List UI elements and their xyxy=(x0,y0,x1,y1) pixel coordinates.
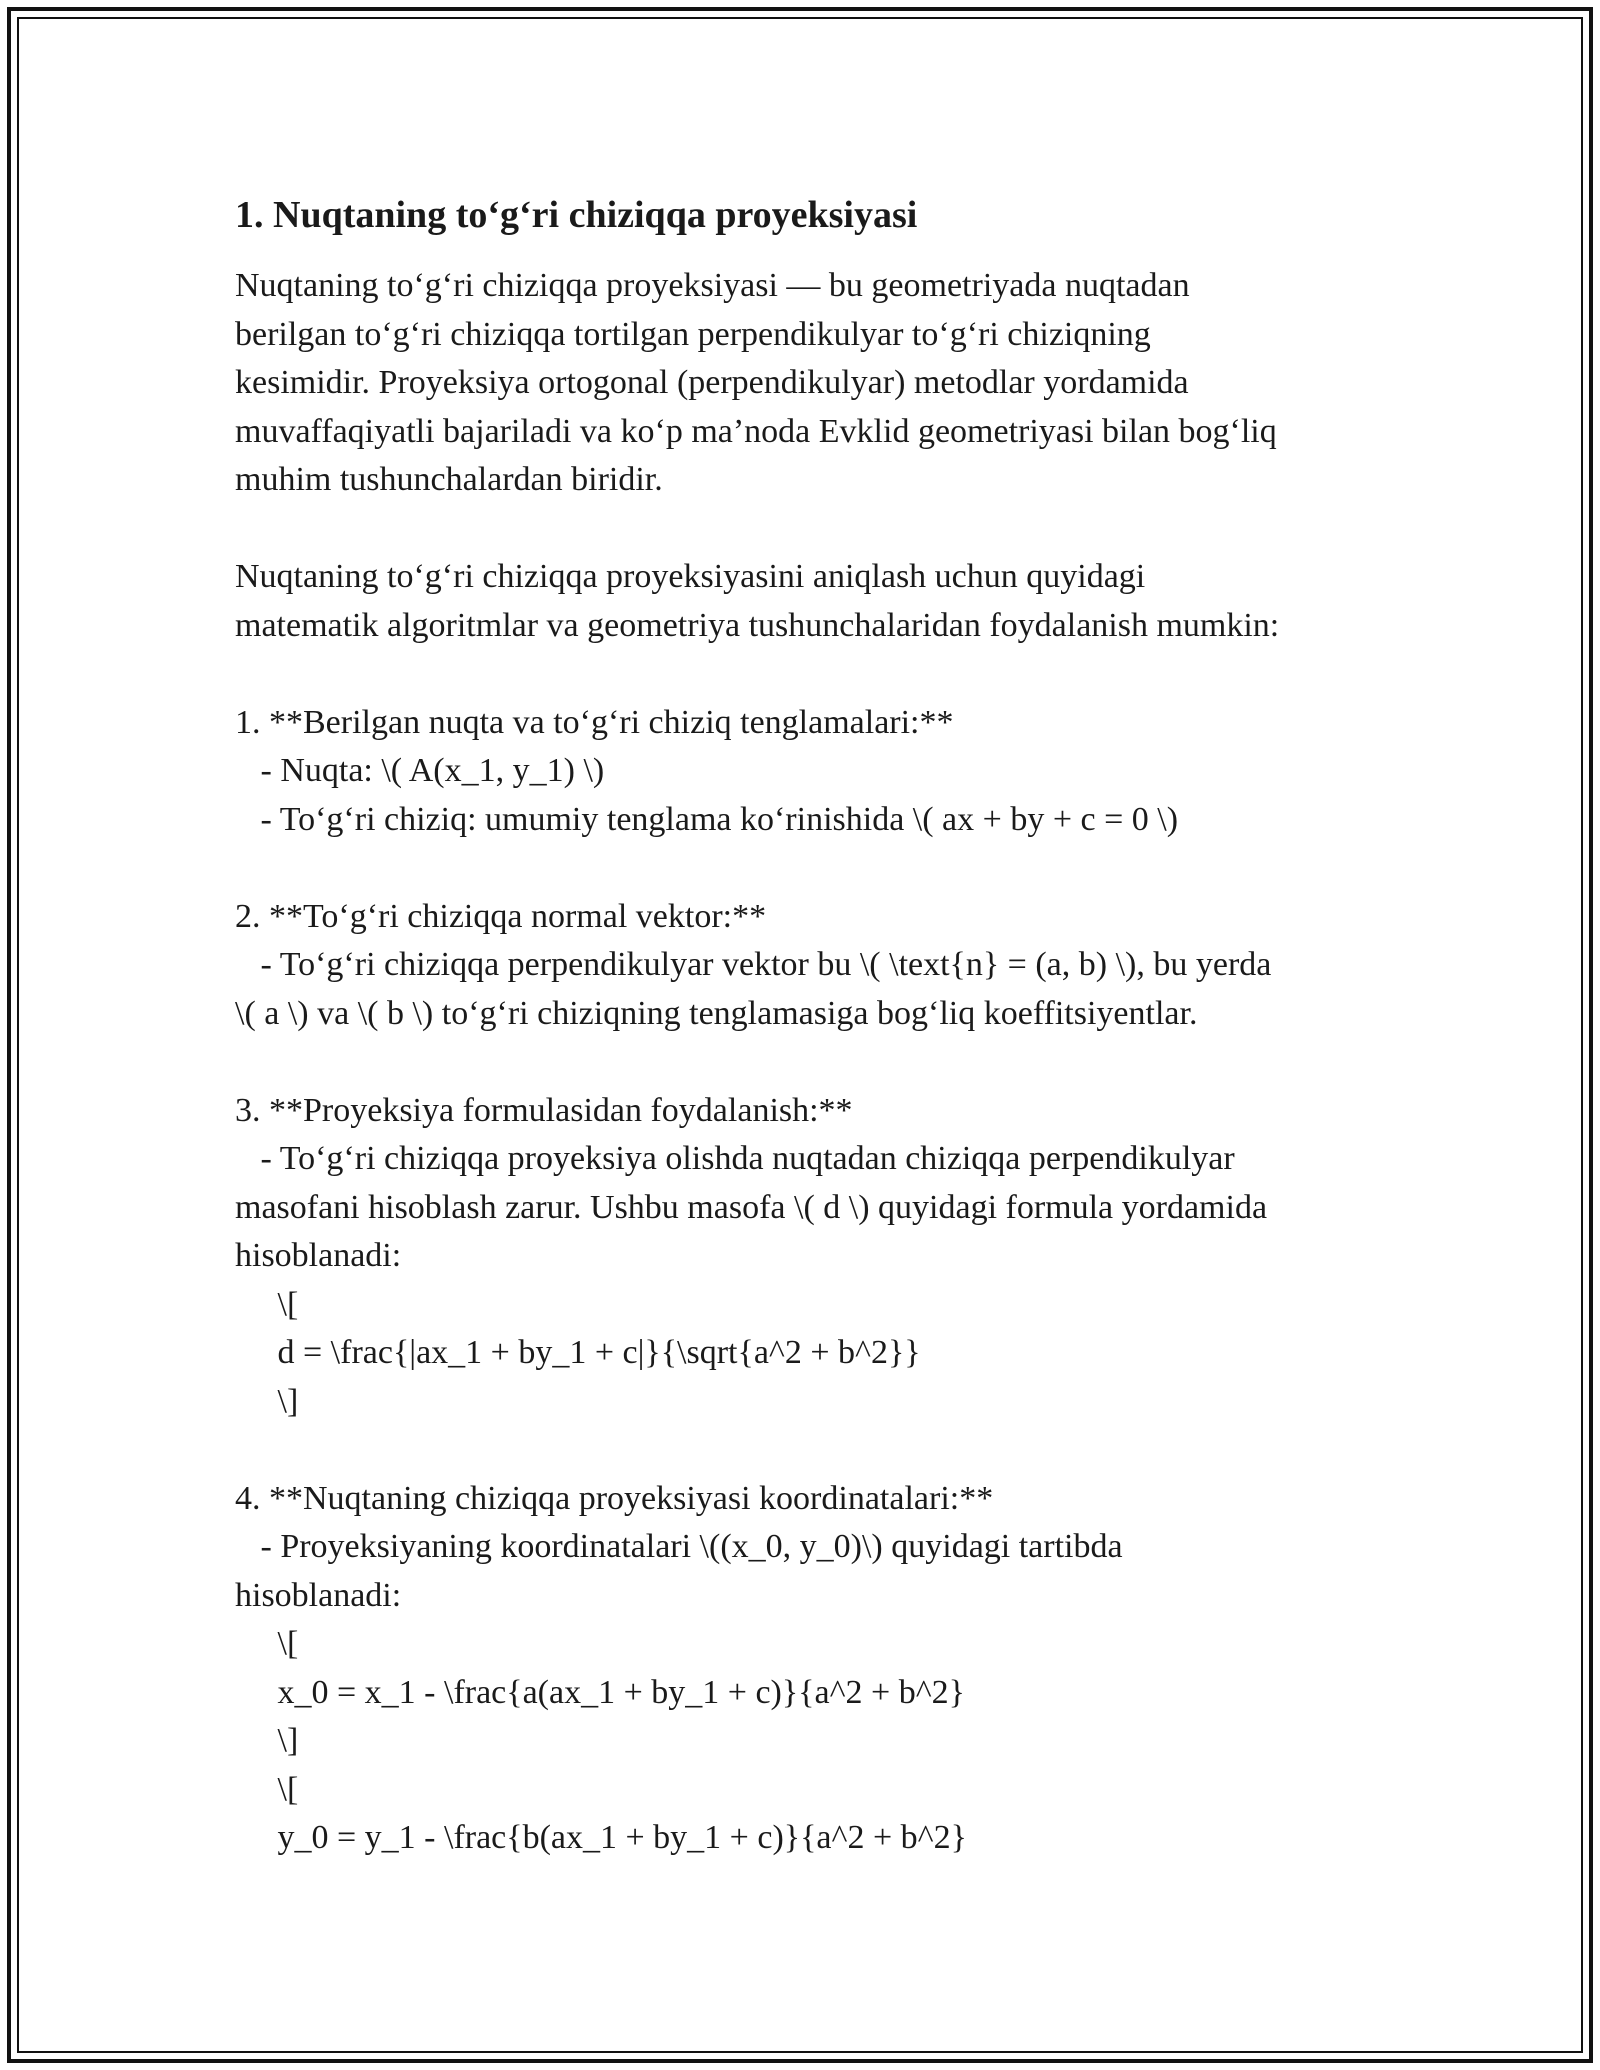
paragraph-gap xyxy=(235,1426,1385,1475)
step-1: 1. **Berilgan nuqta va to‘g‘ri chiziq tenglamalari:** - Nuqta: \( A(x_1, y_1) \) - To‘g‘ri chiziq: umumiy tenglama ko‘rinishida \( ax + by + c = 0 \) xyxy=(235,703,1179,838)
step-2: 2. **To‘g‘ri chiziqqa normal vektor:** - To‘g‘ri chiziqqa perpendikulyar vektor bu \( \text{n} = (a, b) \), bu yerda \( a \) va \( b \) to‘g‘ri chiziqning tenglamasiga bog‘liq koeffitsiyentlar. xyxy=(235,897,1272,1032)
paragraph-gap xyxy=(235,650,1385,699)
step-3: 3. **Proyeksiya formulasidan foydalanish:** - To‘g‘ri chiziqqa proyeksiya olishda nuqtadan chiziqqa perpendikulyar masofani hisoblash zarur. Ushbu masofa \( d \) quyidagi formula yordamida hisoblanadi: \[ d = \frac{|ax_1 + by_1 + c|}{\sqrt{a^2 + b^2}} \] xyxy=(235,1091,1268,1420)
step-4: 4. **Nuqtaning chiziqqa proyeksiyasi koordinatalari:** - Proyeksiyaning koordinatalari \((x_0, y_0)\) quyidagi tartibda hisoblanadi: \[ x_0 = x_1 - \frac{a(ax_1 + by_1 + c)}{a^2 + b^2} \] \[ y_0 = y_1 - \frac{b(ax_1 + by_1 + c)}{a^2 + b^2} xyxy=(235,1479,1123,1856)
section-heading: 1. Nuqtaning to‘g‘ri chiziqqa proyeksiyasi xyxy=(235,194,918,236)
paragraph-gap xyxy=(235,505,1385,554)
paragraph-intro: Nuqtaning to‘g‘ri chiziqqa proyeksiyasini aniqlash uchun quyidagi matematik algoritmlar va geometriya tushunchalaridan foydalanish mumkin: xyxy=(235,558,1280,644)
paragraph-gap xyxy=(235,1038,1385,1087)
paragraph-gap xyxy=(235,844,1385,893)
paragraph-definition: Nuqtaning to‘g‘ri chiziqqa proyeksiyasi — bu geometriyada nuqtadan berilgan to‘g‘ri chiziqqa tortilgan perpendikulyar to‘g‘ri chiziqning kesimidir. Proyeksiya ortogonal (perpendikulyar) metodlar yordamida muvaffaqiyatli bajariladi va ko‘p ma’noda Evklid geometriyasi bilan bog‘liq muhim tushunchalardan biridir. xyxy=(235,267,1277,498)
document-body xyxy=(235,188,1385,1863)
